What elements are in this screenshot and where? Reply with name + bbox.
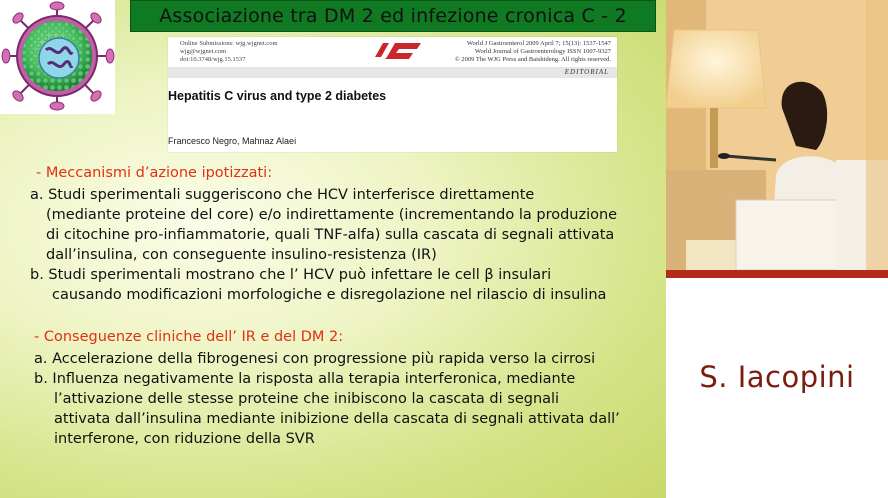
slide-title: Associazione tra DM 2 ed infezione cronica C - 2	[130, 0, 656, 32]
body-line: dall’insulina, con conseguente insulino-resistenza (IR)	[46, 247, 437, 263]
body-line: a. Accelerazione della fibrogenesi con progressione più rapida verso la cirrosi	[34, 351, 596, 367]
paper-authors: Francesco Negro, Mahnaz Alaei	[168, 136, 297, 146]
editorial-label: EDITORIAL	[564, 68, 609, 76]
body-line: interferone, con riduzione della SVR	[54, 431, 315, 447]
body-line: (mediante proteine del core) e/o indirettamente (incrementando la produzione	[46, 207, 618, 223]
paper-meta-line: © 2009 The WJG Press and Baishideng. All rights reserved.	[454, 56, 611, 63]
paper-meta-line: World Journal of Gastroenterology ISSN 1007-9327	[474, 48, 611, 55]
section-heading-mechanisms: - Meccanismi d’azione ipotizzati:	[36, 165, 273, 181]
body-line: l’attivazione delle stesse proteine che inibiscono la cascata di segnali	[54, 391, 560, 407]
paper-meta-line: wjg@wjgnet.com	[180, 48, 227, 55]
section-heading-consequences: - Conseguenze cliniche dell’ IR e del DM 2:	[34, 329, 344, 345]
body-line: di citochine pro-infiammatorie, quali TNF-alfa) sulla cascata di segnali attivata	[46, 227, 615, 243]
speaker-video	[666, 0, 888, 270]
body-line: b. Influenza negativamente la risposta alla terapia interferonica, mediante	[34, 371, 576, 387]
body-line: attivata dall’insulina mediante inibizione della cascata di segnali attivata dall’	[54, 411, 620, 427]
paper-meta-left	[180, 40, 310, 64]
body-line: causando modificazioni morfologiche e disregolazione nel rilascio di insulina	[52, 287, 607, 303]
paper-meta-line: doi:10.3748/wjg.15.1537	[180, 56, 246, 63]
body-line: a. Studi sperimentali suggeriscono che HCV interferisce direttamente	[30, 187, 535, 203]
body-line: b. Studi sperimentali mostrano che l’ HCV può infettare le cell β insulari	[30, 267, 552, 283]
video-border	[666, 270, 888, 278]
paper-title: Hepatitis C virus and type 2 diabetes	[168, 89, 387, 103]
paper-meta-right	[411, 40, 611, 64]
hcv-virus-image	[0, 0, 115, 114]
speaker-name: S. Iacopini	[699, 360, 855, 394]
paper-excerpt	[168, 37, 617, 152]
paper-meta-line: Online Submissions: wjg.wjgnet.com	[180, 40, 278, 47]
editorial-bar	[168, 67, 617, 78]
paper-meta-line: World J Gastroenterol 2009 April 7; 15(13): 1537-1547	[466, 40, 611, 47]
